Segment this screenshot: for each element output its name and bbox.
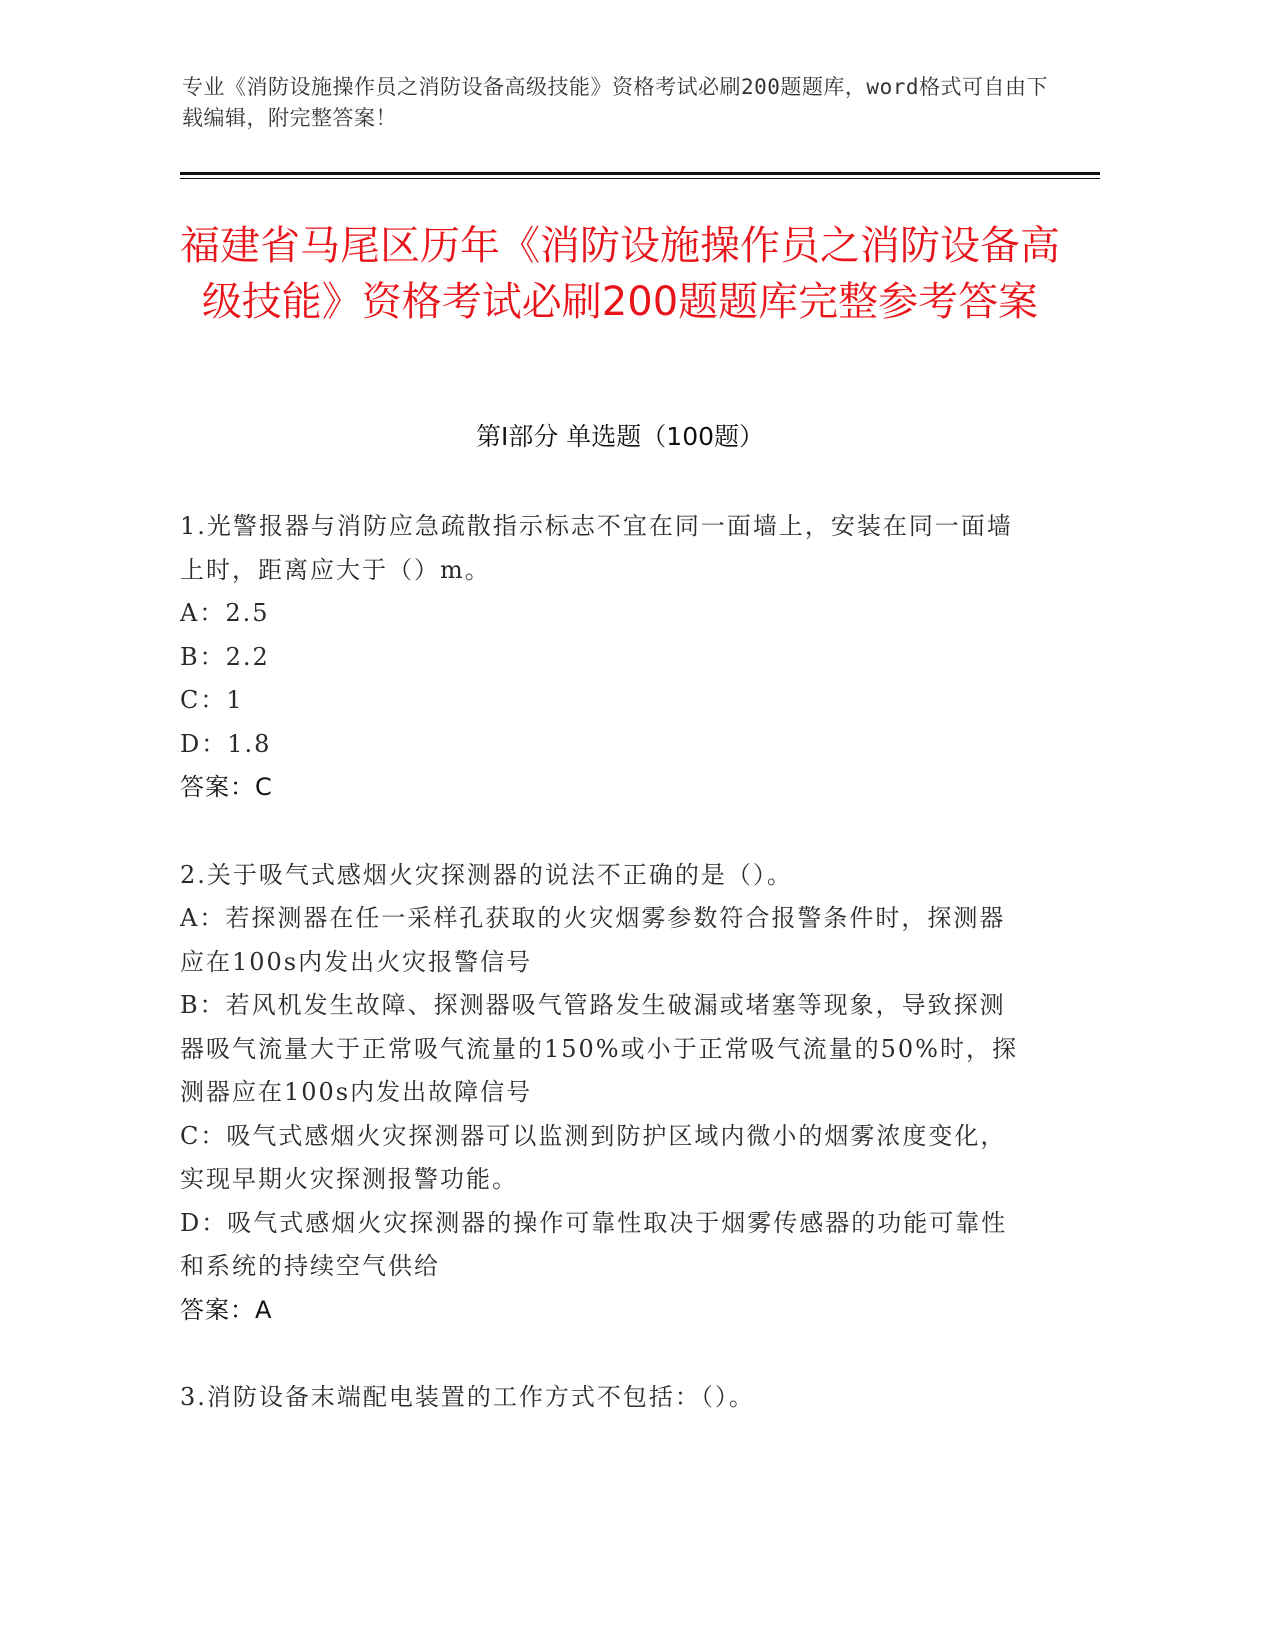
option-d: D：吸气式感烟火灾探测器的操作可靠性取决于烟雾传感器的功能可靠性和系统的持续空气供给: [180, 1208, 1008, 1280]
section-heading: 第Ⅰ部分 单选题（100题）: [475, 422, 765, 451]
header-rule-thick: [180, 172, 1100, 175]
question-1: [180, 505, 1030, 810]
question-stem: 1.光警报器与消防应急疏散指示标志不宜在同一面墙上，安装在同一面墙上时，距离应大于（）m。: [180, 512, 1013, 584]
answer: 答案：A: [180, 1295, 273, 1324]
option-c: C：吸气式感烟火灾探测器可以监测到防护区域内微小的烟雾浓度变化，实现早期火灾探测报警功能。: [180, 1121, 1007, 1193]
question-stem: 2.关于吸气式感烟火灾探测器的说法不正确的是（）。: [180, 860, 793, 889]
option-b: B：若风机发生故障、探测器吸气管路发生破漏或堵塞等现象，导致探测器吸气流量大于正常吸气流量的150%或小于正常吸气流量的50%时，探测器应在100s内发出故障信号: [180, 991, 1018, 1106]
question-3: [180, 1376, 1030, 1420]
option-c: C：1: [180, 686, 244, 714]
option-d: D：1.8: [180, 729, 272, 758]
header-note: 专业《消防设施操作员之消防设备高级技能》资格考试必刷200题题库，word格式可自由下载编辑，附完整答案！: [182, 75, 1048, 130]
option-b: B：2.2: [180, 642, 270, 671]
option-a: A：2.5: [180, 599, 270, 627]
header-rule-thin: [180, 178, 1100, 179]
document-title: 福建省马尾区历年《消防设施操作员之消防设备高级技能》资格考试必刷200题题库完整参考答案: [180, 223, 1060, 325]
answer: 答案：C: [180, 773, 273, 801]
option-a: A：若探测器在任一采样孔获取的火灾烟雾参数符合报警条件时，探测器应在100s内发出火灾报警信号: [180, 904, 1006, 976]
question-list: [180, 505, 1030, 1464]
question-2: [180, 854, 1030, 1333]
question-stem: 3.消防设备末端配电装置的工作方式不包括：（）。: [180, 1383, 755, 1411]
